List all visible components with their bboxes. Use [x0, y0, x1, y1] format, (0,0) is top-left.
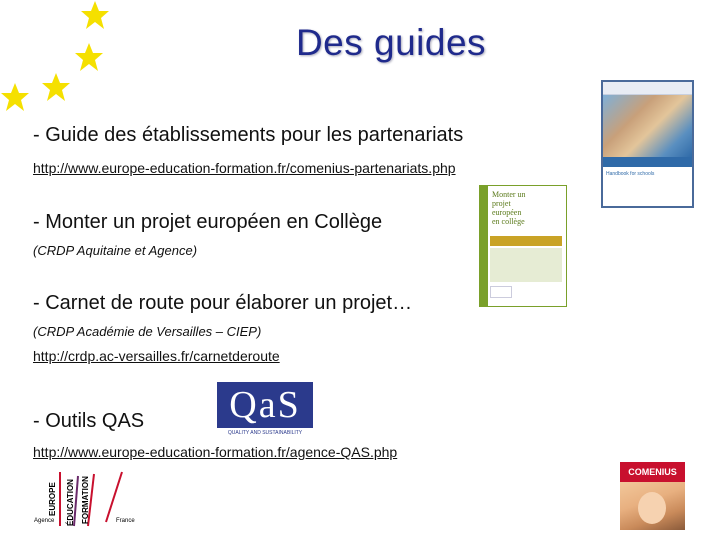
- carnet-de-route-heading: - Carnet de route pour élaborer un projet…: [33, 292, 413, 314]
- carnetderoute-link[interactable]: http://crdp.ac-versailles.fr/carnetderoute: [33, 348, 280, 364]
- star-icon: [0, 82, 30, 112]
- book-title-line: projet: [492, 199, 511, 208]
- book-title-line: européen: [492, 208, 522, 217]
- crdp-aquitaine-note: (CRDP Aquitaine et Agence): [33, 243, 198, 258]
- star-icon: [41, 72, 71, 102]
- europe-vertical-text: EUROPE: [48, 482, 57, 516]
- monter-projet-heading: - Monter un projet européen en Collège: [33, 211, 383, 233]
- agence-label: Agence: [34, 518, 55, 524]
- comenius-child-photo: [620, 482, 685, 530]
- page-title: Des guides: [295, 22, 487, 63]
- handbook-cover-image: [601, 80, 694, 208]
- qas-caption: QUALITY AND SUSTAINABILITY: [227, 430, 303, 436]
- qas-logo: [217, 382, 313, 440]
- handbook-cover-text: Handbook for schools: [606, 171, 655, 177]
- agence-europe-logo: [34, 470, 138, 528]
- comenius-logo: [620, 462, 685, 530]
- book-title-line: Monter un: [492, 190, 526, 199]
- france-label: France: [116, 518, 135, 524]
- qas-letters: QaS: [217, 382, 313, 428]
- agence-qas-link[interactable]: http://www.europe-education-formation.fr/agence-QAS.php: [33, 444, 398, 460]
- book-title-line: en collège: [492, 217, 525, 226]
- outils-qas-heading: - Outils QAS: [33, 410, 145, 432]
- comenius-label: COMENIUS: [620, 462, 685, 482]
- comenius-partenariats-link[interactable]: http://www.europe-education-formation.fr/comenius-partenariats.php: [33, 160, 456, 176]
- formation-vertical-text: FORMATION: [81, 476, 90, 524]
- crdp-versailles-note: (CRDP Académie de Versailles – CIEP): [33, 324, 262, 339]
- college-book-cover-image: [479, 185, 567, 307]
- education-vertical-text: ÉDUCATION: [66, 479, 75, 526]
- guide-partenariats-heading: - Guide des établissements pour les partenariats: [33, 124, 464, 146]
